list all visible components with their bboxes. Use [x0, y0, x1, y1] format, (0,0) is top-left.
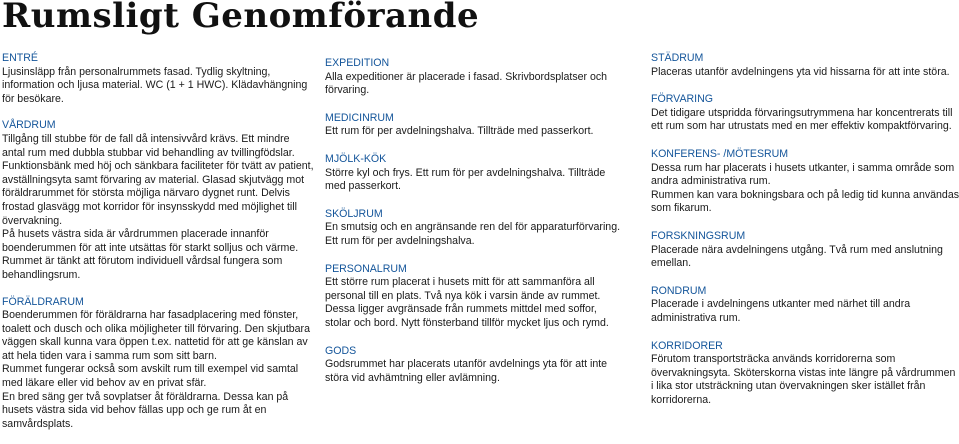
section-medicinrum: [325, 112, 625, 139]
page-title: Rumsligt Genomförande: [2, 0, 480, 36]
section-personalrum: [325, 263, 625, 331]
column-middle: [325, 57, 625, 399]
section-heading: KONFERENS- /MÖTESRUM: [651, 147, 789, 160]
section-text: Boenderummen för föräldrarna har fasadplacering med fönster, toalett och dusch och olika möjligheter till förvaring. Den skjutbara väggen skall kunna vara öppen t.ex. nattetid för att ge känslan av att hela tiden vara i samma rum som sitt barn.: [2, 309, 310, 362]
section-text: Ett rum för per avdelningshalva. Tillträde med passerkort.: [325, 125, 594, 138]
section-heading: GODS: [325, 344, 357, 357]
section-text: Det tidigare utspridda förvaringsutrymmena har koncentrerats till ett rum som har utrustats med en mer effektiv kompaktförvaring.: [651, 106, 953, 133]
section-text: Rummet är tänkt att förutom individuell vårdsal fungera som behandlingsrum.: [2, 255, 283, 281]
section-heading: FÖRÄLDRARUM: [2, 295, 84, 308]
section-rondrum: [651, 285, 959, 326]
section-heading: VÅRDRUM: [2, 119, 56, 132]
section-text: Placeras utanför avdelningens yta vid hissarna för att inte störa.: [651, 65, 950, 78]
column-right: [651, 52, 959, 421]
section-text: Förutom transportsträcka används korridorerna som övervakningsyta. Sköterskorna vistas inte längre på vårdrummen i lika stor utsträckning utan övervakningen sker istället från korridorerna.: [651, 353, 956, 406]
section-heading: PERSONALRUM: [325, 262, 407, 275]
section-heading: ENTRÉ: [2, 52, 38, 64]
section-heading: MEDICINRUM: [325, 111, 394, 124]
section-forskningsrum: [651, 230, 959, 271]
section-text: Placerade i avdelningens utkanter med närhet till andra administrativa rum.: [651, 298, 911, 324]
section-text: Dessa rum har placerats i husets utkanter, i samma område som andra administrativa rum.: [651, 161, 955, 188]
section-heading: FÖRVARING: [651, 93, 713, 106]
section-text: Ljusinsläpp från personalrummets fasad. Tydlig skyltning, information och ljusa material. WC (1 + 1 HWC). Klädavhängning för besökare.: [2, 65, 308, 105]
section-heading: SKÖLJRUM: [325, 207, 383, 220]
section-heading: STÄDRUM: [651, 52, 704, 64]
section-foraldrarum: [2, 296, 314, 432]
section-text: Placerade nära avdelningens utgång. Två rum med anslutning emellan.: [651, 243, 943, 270]
section-konferensrum: [651, 148, 959, 216]
section-forvaring: [651, 93, 959, 134]
section-heading: EXPEDITION: [325, 57, 390, 69]
section-heading: KORRIDORER: [651, 339, 723, 352]
section-heading: RONDRUM: [651, 284, 707, 297]
section-text: Tillgång till stubbe för de fall då intensivvård krävs. Ett mindre antal rum med dubbla stubbar vid behandling av tvillingfödslar. Funktionsbänk med höj och sänkbara faciliteter för tvätt av patient, avställningsyta samt förvaring av material. Glasad skjutvägg mot föräldrarummet för största möjliga närvaro dygnet runt. Delvis frostad glasvägg mot korridor för insynsskydd med möjlighet till övervakning.: [2, 132, 314, 227]
section-vardrum: [2, 119, 314, 282]
section-text: Rummen kan vara bokningsbara och på ledig tid kunna användas som fikarum.: [651, 188, 959, 215]
section-text: En bred säng ger två sovplatser åt föräldrarna. Dessa kan på husets västra sida vid behov fällas upp och ge rum åt en samvårdsplats.: [2, 390, 289, 430]
section-text: Ett större rum placerat i husets mitt för att sammanföra all personal till en plats. Två nya kök i varsin ände av rummet. Dessa ligger avgränsade från rummets mittdel med soffor, stolar och bord. Nytt fönsterband tillför mycket ljus och rymd.: [325, 276, 609, 329]
section-expedition: [325, 57, 625, 98]
section-mjolk-kok: [325, 153, 625, 194]
section-gods: [325, 345, 625, 386]
column-left: [2, 52, 314, 444]
section-text: Större kyl och frys. Ett rum för per avdelningshalva. Tillträde med passerkort.: [325, 166, 606, 193]
section-text: Godsrummet har placerats utanför avdelnings yta för att inte störa vid avhämtning eller avlämning.: [325, 358, 608, 384]
section-text: Alla expeditioner är placerade i fasad. Skrivbordsplatser och förvaring.: [325, 70, 608, 97]
section-stadrum: [651, 52, 959, 79]
section-entre: [2, 52, 314, 106]
section-heading: FORSKNINGSRUM: [651, 229, 746, 242]
section-text: En smutsig och en angränsande ren del för apparaturförvaring. Ett rum för per avdelningshalva.: [325, 221, 621, 247]
section-heading: MJÖLK-KÖK: [325, 152, 387, 165]
section-korridorer: [651, 340, 959, 408]
section-text: På husets västra sida är vårdrummen placerade innanför boenderummen för att inte utsättas för starkt solljus och värme.: [2, 228, 299, 254]
section-skoljrum: [325, 208, 625, 249]
section-text: Rummet fungerar också som avskilt rum till exempel vid samtal med läkare eller vid behov av en privat sfär.: [2, 363, 299, 390]
